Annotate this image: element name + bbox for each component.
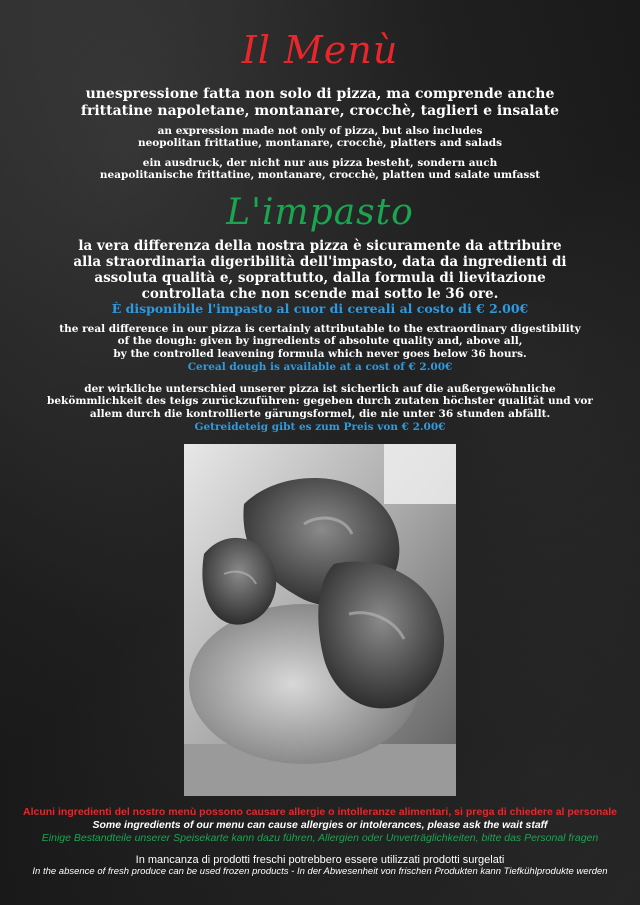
impasto-german-line: bekömmlichkeit des teigs zurückzuführen: gegeben durch zutaten höchster qualität und vor	[47, 395, 593, 408]
impasto-english-cost: Cereal dough is available at a cost of € 2.00€	[187, 361, 453, 373]
frozen-notice-italian: In mancanza di prodotti freschi potrebbero essere utilizzati prodotti surgelati	[135, 854, 505, 866]
intro-english-line: an expression made not only of pizza, but also includes	[157, 125, 483, 137]
impasto-german-line: allem durch die kontrollierte gärungsformel, die nie unter 36 stunden abfällt.	[89, 407, 551, 420]
intro-german	[40, 157, 600, 182]
impasto-italian-line: controllata che non scende mai sotto le 36 ore.	[141, 285, 499, 302]
impasto-italian-line: alla straordinaria digeribilità dell'impasto, data da ingredienti di	[73, 253, 567, 270]
impasto-english-line: the real difference in our pizza is certainly attributable to the extraordinary digestibility	[59, 323, 581, 335]
impasto-title: L'impasto	[226, 192, 414, 233]
intro-italian-line: unespressione fatta non solo di pizza, ma comprende anche	[85, 86, 555, 102]
intro-german-line: ein ausdruck, der nicht nur aus pizza besteht, sondern auch	[142, 157, 498, 169]
hands-kneading-illustration	[184, 444, 456, 796]
impasto-english-line: of the dough: given by ingredients of absolute quality and, above all,	[117, 335, 523, 348]
impasto-english-line: by the controlled leavening formula which never goes below 36 hours.	[113, 347, 527, 360]
intro-italian	[40, 86, 600, 119]
dough-kneading-photo	[184, 444, 456, 796]
impasto-italian	[40, 239, 600, 303]
impasto-german	[40, 383, 600, 420]
menu-title: Il Menù	[241, 28, 399, 72]
allergy-notice-english: Some ingredients of our menu can cause allergies or intolerances, please ask the wait staff	[92, 819, 548, 831]
impasto-german-line: der wirkliche unterschied unserer pizza ist sicherlich auf die außergewöhnliche	[84, 383, 556, 395]
impasto-german-cost: Getreideteig gibt es zum Preis von € 2.00€	[194, 421, 446, 433]
impasto-english	[40, 323, 600, 360]
intro-italian-line: frittatine napoletane, montanare, crocchè, taglieri e insalate	[80, 102, 560, 119]
intro-english-line: neopolitan frittatiue, montanare, crocchè, platters and salads	[137, 137, 503, 150]
impasto-italian-cost: È disponibile l'impasto al cuor di cereali al costo di € 2.00€	[111, 301, 529, 316]
frozen-notice-english-german: In the absence of fresh produce can be used frozen products - In der Abwesenheit von frischen Produkten kann Tiefkühlprodukte werden	[32, 866, 608, 877]
intro-german-line: neapolitanische frittatine, montanare, crocchè, platten und salate umfasst	[99, 169, 541, 182]
allergy-notice-italian: Alcuni ingredienti del nostro menù possono causare allergie o intolleranze alimentari, si prega di chiedere al personale	[23, 806, 617, 818]
allergy-notice-german: Einige Bestandteile unserer Speisekarte kann dazu führen, Allergien oder Unverträglichkeiten, bitte das Personal fragen	[41, 832, 599, 844]
impasto-italian-line: assoluta qualità e, soprattutto, dalla formula di lievitazione	[94, 269, 546, 286]
impasto-italian-line: la vera differenza della nostra pizza è sicuramente da attribuire	[78, 238, 562, 254]
intro-english	[40, 125, 600, 150]
